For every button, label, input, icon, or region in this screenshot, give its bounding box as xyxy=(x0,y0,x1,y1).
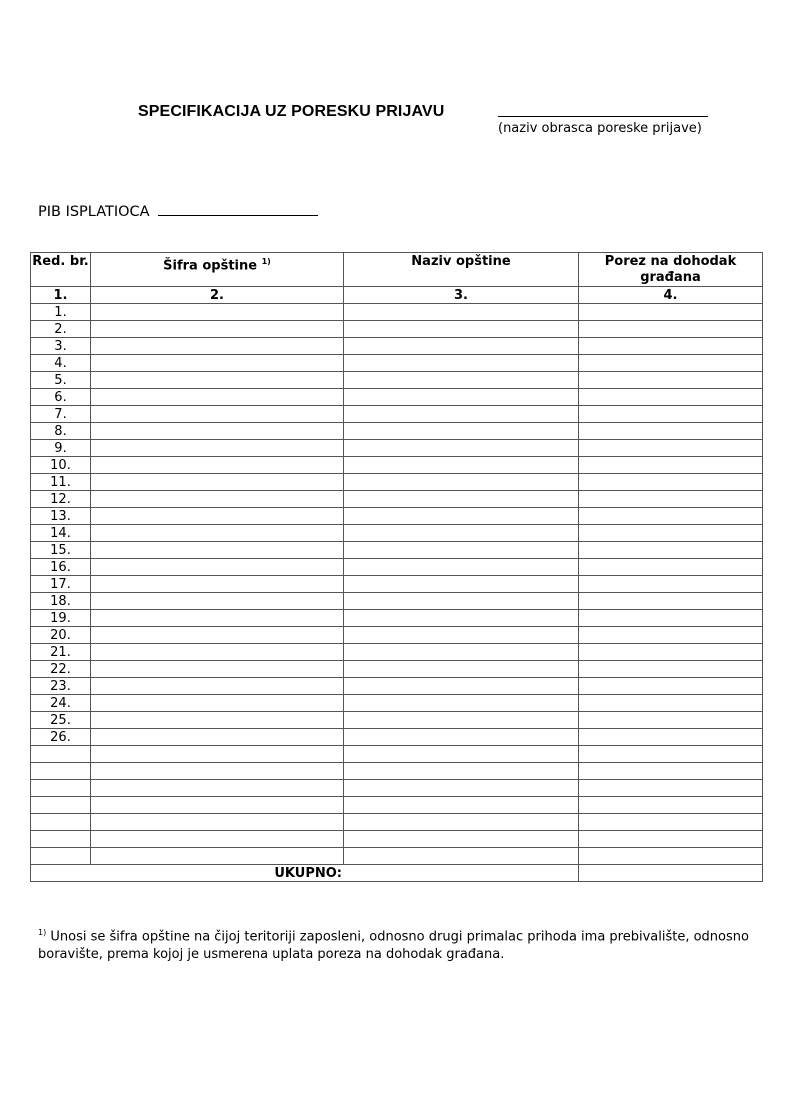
table-row xyxy=(31,848,763,865)
sifra-opstine-cell[interactable] xyxy=(91,661,344,678)
sifra-opstine-cell[interactable] xyxy=(91,372,344,389)
table-row xyxy=(31,746,763,763)
porez-cell[interactable] xyxy=(579,848,763,865)
pib-field xyxy=(38,203,318,220)
footnote-text: Unosi se šifra opštine na čijoj teritoriji zaposleni, odnosno drugi primalac prihoda ima prebivalište, odnosno boravište, prema kojoj je usmerena uplata poreza na dohodak građana. xyxy=(38,929,749,963)
sifra-opstine-cell[interactable] xyxy=(91,712,344,729)
porez-cell[interactable] xyxy=(579,355,763,372)
form-title: SPECIFIKACIJA UZ PORESKU PRIJAVU xyxy=(138,103,445,120)
total-value-cell[interactable] xyxy=(579,865,763,882)
naziv-opstine-cell[interactable] xyxy=(344,695,579,712)
row-number: 22. xyxy=(31,661,91,678)
porez-cell[interactable] xyxy=(579,389,763,406)
porez-cell[interactable] xyxy=(579,321,763,338)
porez-cell[interactable] xyxy=(579,627,763,644)
sifra-opstine-cell[interactable] xyxy=(91,848,344,865)
specification-table xyxy=(30,252,763,882)
sifra-opstine-cell[interactable] xyxy=(91,627,344,644)
table-row xyxy=(31,576,763,593)
col-header-naziv-opstine: Naziv opštine xyxy=(344,253,579,287)
table-row xyxy=(31,338,763,355)
naziv-opstine-cell[interactable] xyxy=(344,457,579,474)
naziv-opstine-cell[interactable] xyxy=(344,304,579,321)
row-number: 23. xyxy=(31,678,91,695)
table-row xyxy=(31,491,763,508)
naziv-opstine-cell[interactable] xyxy=(344,576,579,593)
row-number: 17. xyxy=(31,576,91,593)
row-number: 7. xyxy=(31,406,91,423)
row-number: 15. xyxy=(31,542,91,559)
table-row xyxy=(31,372,763,389)
sifra-opstine-cell[interactable] xyxy=(91,593,344,610)
sifra-opstine-cell[interactable] xyxy=(91,559,344,576)
naziv-opstine-cell[interactable] xyxy=(344,814,579,831)
naziv-opstine-cell[interactable] xyxy=(344,389,579,406)
row-number: 6. xyxy=(31,389,91,406)
table-row xyxy=(31,780,763,797)
porez-cell[interactable] xyxy=(579,372,763,389)
row-number: 2. xyxy=(31,321,91,338)
col-header-sifra-opstine: Šifra opštine $^{1)}$ xyxy=(91,253,344,287)
sifra-opstine-cell[interactable] xyxy=(91,406,344,423)
sifra-opstine-cell[interactable] xyxy=(91,457,344,474)
naziv-opstine-cell[interactable] xyxy=(344,355,579,372)
footnote-mark: 1) xyxy=(38,928,47,937)
table-row xyxy=(31,559,763,576)
sifra-opstine-cell[interactable] xyxy=(91,389,344,406)
table-row xyxy=(31,304,763,321)
col-number: 3. xyxy=(344,287,579,304)
row-number: 18. xyxy=(31,593,91,610)
naziv-opstine-cell[interactable] xyxy=(344,746,579,763)
sifra-opstine-cell[interactable] xyxy=(91,576,344,593)
table-row xyxy=(31,831,763,848)
sifra-opstine-cell[interactable] xyxy=(91,355,344,372)
table-row xyxy=(31,542,763,559)
table-row xyxy=(31,457,763,474)
row-number: 9. xyxy=(31,440,91,457)
table-row xyxy=(31,729,763,746)
porez-cell[interactable] xyxy=(579,610,763,627)
sifra-opstine-cell[interactable] xyxy=(91,763,344,780)
col-footnote-mark: 1) xyxy=(261,257,271,266)
naziv-opstine-cell[interactable] xyxy=(344,559,579,576)
row-number: 13. xyxy=(31,508,91,525)
col-header-porez: Porez na dohodak građana xyxy=(579,253,763,287)
table-row xyxy=(31,763,763,780)
naziv-opstine-cell[interactable] xyxy=(344,763,579,780)
porez-cell[interactable] xyxy=(579,304,763,321)
porez-cell[interactable] xyxy=(579,831,763,848)
row-number xyxy=(31,831,91,848)
table-row xyxy=(31,814,763,831)
footnote xyxy=(38,924,758,964)
sifra-opstine-cell[interactable] xyxy=(91,780,344,797)
row-number: 14. xyxy=(31,525,91,542)
porez-cell[interactable] xyxy=(579,525,763,542)
porez-cell[interactable] xyxy=(579,457,763,474)
row-number: 12. xyxy=(31,491,91,508)
table-row xyxy=(31,525,763,542)
naziv-opstine-cell[interactable] xyxy=(344,372,579,389)
naziv-opstine-cell[interactable] xyxy=(344,440,579,457)
column-number-row xyxy=(31,287,763,304)
row-number xyxy=(31,780,91,797)
porez-cell[interactable] xyxy=(579,423,763,440)
row-number xyxy=(31,746,91,763)
row-number: 25. xyxy=(31,712,91,729)
naziv-opstine-cell[interactable] xyxy=(344,610,579,627)
sifra-opstine-cell[interactable] xyxy=(91,729,344,746)
row-number: 10. xyxy=(31,457,91,474)
naziv-opstine-cell[interactable] xyxy=(344,423,579,440)
porez-cell[interactable] xyxy=(579,729,763,746)
row-number xyxy=(31,814,91,831)
naziv-opstine-cell[interactable] xyxy=(344,627,579,644)
row-number: 26. xyxy=(31,729,91,746)
sifra-opstine-cell[interactable] xyxy=(91,338,344,355)
form-name-caption: (naziv obrasca poreske prijave) xyxy=(498,121,702,136)
total-row xyxy=(31,865,763,882)
naziv-opstine-cell[interactable] xyxy=(344,661,579,678)
row-number: 3. xyxy=(31,338,91,355)
sifra-opstine-cell[interactable] xyxy=(91,491,344,508)
table-row xyxy=(31,406,763,423)
porez-cell[interactable] xyxy=(579,474,763,491)
sifra-opstine-cell[interactable] xyxy=(91,746,344,763)
table-row xyxy=(31,695,763,712)
pib-label: PIB ISPLATIOCA xyxy=(38,204,150,220)
porez-cell[interactable] xyxy=(579,576,763,593)
table-row xyxy=(31,610,763,627)
form-name-blank[interactable] xyxy=(498,116,708,117)
col-header-red-br: Red. br. xyxy=(31,253,91,287)
porez-cell[interactable] xyxy=(579,644,763,661)
sifra-opstine-cell[interactable] xyxy=(91,610,344,627)
row-number xyxy=(31,797,91,814)
table-row xyxy=(31,661,763,678)
table-row xyxy=(31,797,763,814)
porez-cell[interactable] xyxy=(579,678,763,695)
sifra-opstine-cell[interactable] xyxy=(91,678,344,695)
sifra-opstine-cell[interactable] xyxy=(91,423,344,440)
naziv-opstine-cell[interactable] xyxy=(344,593,579,610)
table-row xyxy=(31,712,763,729)
porez-cell[interactable] xyxy=(579,695,763,712)
row-number: 11. xyxy=(31,474,91,491)
sifra-opstine-cell[interactable] xyxy=(91,797,344,814)
sifra-opstine-cell[interactable] xyxy=(91,831,344,848)
row-number: 20. xyxy=(31,627,91,644)
col-number: 4. xyxy=(579,287,763,304)
porez-cell[interactable] xyxy=(579,712,763,729)
sifra-opstine-cell[interactable] xyxy=(91,542,344,559)
table-row xyxy=(31,593,763,610)
sifra-opstine-cell[interactable] xyxy=(91,644,344,661)
sifra-opstine-cell[interactable] xyxy=(91,321,344,338)
row-number: 21. xyxy=(31,644,91,661)
sifra-opstine-cell[interactable] xyxy=(91,695,344,712)
porez-cell[interactable] xyxy=(579,491,763,508)
naziv-opstine-cell[interactable] xyxy=(344,780,579,797)
naziv-opstine-cell[interactable] xyxy=(344,678,579,695)
row-number: 19. xyxy=(31,610,91,627)
porez-cell[interactable] xyxy=(579,780,763,797)
naziv-opstine-cell[interactable] xyxy=(344,712,579,729)
row-number: 24. xyxy=(31,695,91,712)
porez-cell[interactable] xyxy=(579,661,763,678)
sifra-opstine-cell[interactable] xyxy=(91,440,344,457)
table-row xyxy=(31,474,763,491)
naziv-opstine-cell[interactable] xyxy=(344,474,579,491)
row-number: 5. xyxy=(31,372,91,389)
naziv-opstine-cell[interactable] xyxy=(344,491,579,508)
table-row xyxy=(31,389,763,406)
porez-cell[interactable] xyxy=(579,814,763,831)
table-row xyxy=(31,355,763,372)
col-number: 2. xyxy=(91,287,344,304)
porez-cell[interactable] xyxy=(579,440,763,457)
naziv-opstine-cell[interactable] xyxy=(344,797,579,814)
table-row xyxy=(31,627,763,644)
naziv-opstine-cell[interactable] xyxy=(344,338,579,355)
col-number: 1. xyxy=(31,287,91,304)
sifra-opstine-cell[interactable] xyxy=(91,508,344,525)
naziv-opstine-cell[interactable] xyxy=(344,848,579,865)
porez-cell[interactable] xyxy=(579,763,763,780)
naziv-opstine-cell[interactable] xyxy=(344,729,579,746)
porez-cell[interactable] xyxy=(579,542,763,559)
row-number xyxy=(31,848,91,865)
naziv-opstine-cell[interactable] xyxy=(344,525,579,542)
table-row xyxy=(31,423,763,440)
sifra-opstine-cell[interactable] xyxy=(91,814,344,831)
sifra-opstine-cell[interactable] xyxy=(91,525,344,542)
pib-blank[interactable] xyxy=(158,203,318,216)
row-number: 1. xyxy=(31,304,91,321)
naziv-opstine-cell[interactable] xyxy=(344,542,579,559)
row-number: 8. xyxy=(31,423,91,440)
naziv-opstine-cell[interactable] xyxy=(344,406,579,423)
table-row xyxy=(31,644,763,661)
table-row xyxy=(31,321,763,338)
porez-cell[interactable] xyxy=(579,797,763,814)
porez-cell[interactable] xyxy=(579,746,763,763)
table-header-row xyxy=(31,253,763,287)
porez-cell[interactable] xyxy=(579,406,763,423)
row-number: 16. xyxy=(31,559,91,576)
sifra-opstine-cell[interactable] xyxy=(91,474,344,491)
naziv-opstine-cell[interactable] xyxy=(344,508,579,525)
row-number xyxy=(31,763,91,780)
naziv-opstine-cell[interactable] xyxy=(344,644,579,661)
row-number: 4. xyxy=(31,355,91,372)
table-row xyxy=(31,678,763,695)
total-label: UKUPNO: xyxy=(31,865,579,882)
porez-cell[interactable] xyxy=(579,338,763,355)
porez-cell[interactable] xyxy=(579,559,763,576)
naziv-opstine-cell[interactable] xyxy=(344,321,579,338)
table-row xyxy=(31,440,763,457)
porez-cell[interactable] xyxy=(579,508,763,525)
naziv-opstine-cell[interactable] xyxy=(344,831,579,848)
porez-cell[interactable] xyxy=(579,593,763,610)
sifra-opstine-cell[interactable] xyxy=(91,304,344,321)
table-row xyxy=(31,508,763,525)
